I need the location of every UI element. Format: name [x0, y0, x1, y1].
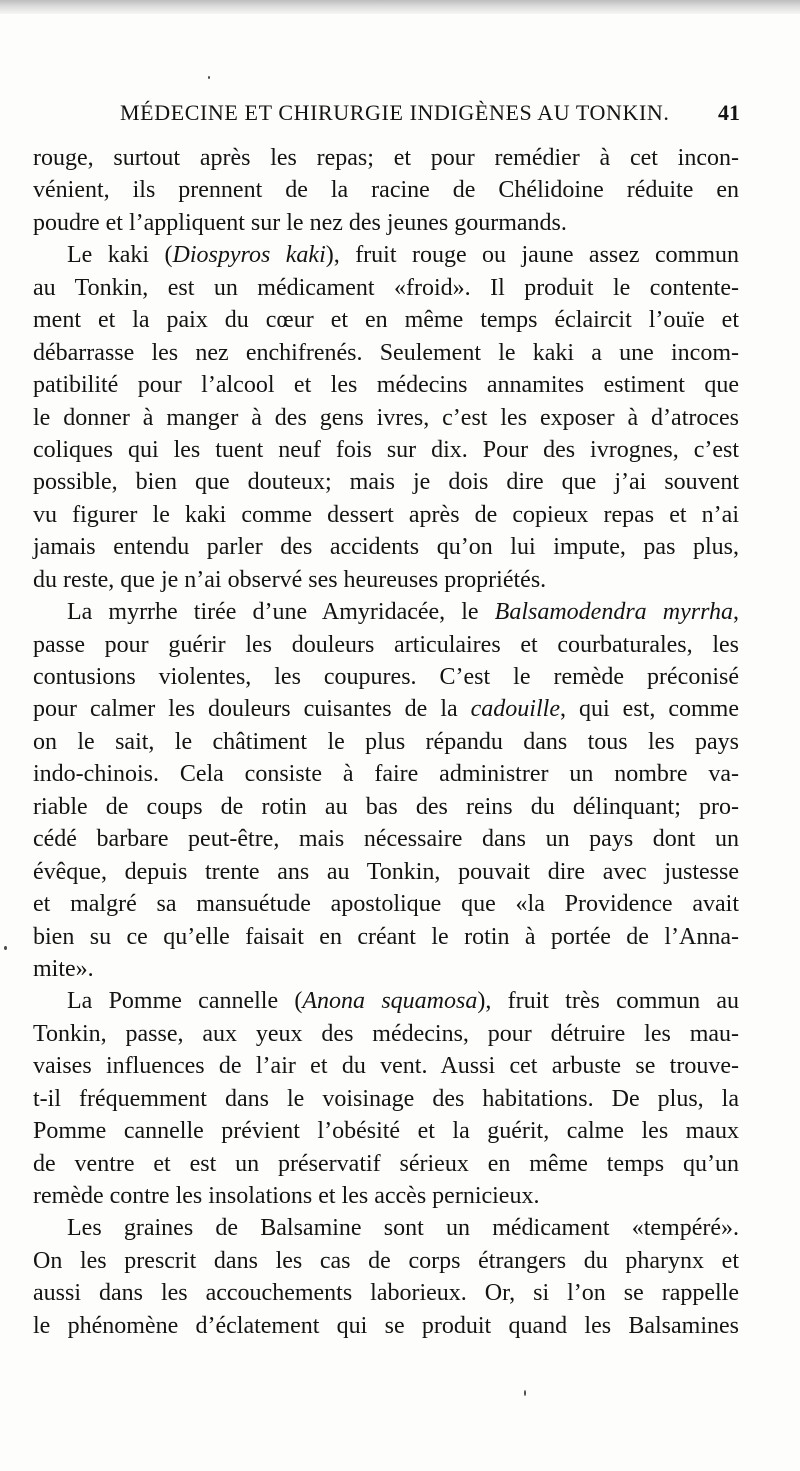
- text-segment: La myrrhe tirée d’une Amyridacée, le: [67, 599, 495, 626]
- text-line: du reste, que je n’ai observé ses heureuses propriétés.: [33, 566, 547, 593]
- text-line: Les graines de Balsamine sont un médicament «tempéré».: [67, 1215, 739, 1242]
- text-line: et malgré sa mansuétude apostolique que «la Providence avait: [33, 891, 739, 918]
- text-line: indo-chinois. Cela consiste à faire administrer un nombre va-: [33, 761, 739, 788]
- text-segment: La Pomme cannelle (: [67, 988, 303, 1015]
- text-line: [33, 239, 739, 271]
- italic-term: Anona squamosa: [302, 988, 478, 1015]
- text-line: au Tonkin, est un médicament «froid». Il produit le contente-: [33, 274, 739, 301]
- italic-term: Balsamodendra myrrha: [494, 599, 733, 626]
- text-line: rouge, surtout après les repas; et pour remédier à cet incon-: [33, 145, 739, 171]
- text-line: patibilité pour l’alcool et les médecins annamites estiment que: [33, 372, 739, 399]
- text-line: poudre et l’appliquent sur le nez des jeunes gourmands.: [33, 209, 567, 236]
- text-line: riable de coups de rotin au bas des reins du délinquant; pro-: [33, 793, 739, 820]
- text-line: cédé barbare peut-être, mais nécessaire dans un pays dont un: [33, 826, 739, 853]
- text-line: vaises influences de l’air et du vent. Aussi cet arbuste se trouve-: [33, 1053, 739, 1080]
- text-segment: Le kaki (: [67, 242, 173, 269]
- text-line: vu figurer le kaki comme dessert après de copieux repas et n’ai: [33, 501, 739, 528]
- text-line: on le sait, le châtiment le plus répandu dans tous les pays: [33, 728, 739, 755]
- text-line: ment et la paix du cœur et en même temps éclaircit l’ouïe et: [33, 307, 739, 334]
- text-line: le donner à manger à des gens ivres, c’est les exposer à d’atroces: [33, 404, 739, 431]
- text-line: remède contre les insolations et les accès pernicieux.: [33, 1183, 540, 1209]
- text-line: t-il fréquemment dans le voisinage des habitations. De plus, la: [33, 1085, 739, 1112]
- text-segment: , qui est, comme: [559, 696, 739, 723]
- text-line: aussi dans les accouchements laborieux. Or, si l’on se rappelle: [33, 1280, 739, 1307]
- text-line: le phénomène d’éclatement qui se produit quand les Balsamines: [33, 1312, 739, 1339]
- text-line: mite».: [33, 955, 94, 982]
- text-line: [33, 985, 739, 1017]
- text-line: évêque, depuis trente ans au Tonkin, pouvait dire avec justesse: [33, 858, 739, 885]
- ink-speck: [524, 1390, 526, 1396]
- text-line: coliques qui les tuent neuf fois sur dix. Pour des ivrognes, c’est: [33, 436, 739, 463]
- text-segment: ), fruit rouge ou jaune assez commun: [325, 242, 740, 269]
- text-segment: ,: [732, 599, 739, 626]
- text-line: possible, bien que douteux; mais je dois dire que j’ai souvent: [33, 469, 739, 496]
- page-number: 41: [718, 100, 740, 125]
- italic-term: cadouille: [470, 696, 560, 723]
- text-segment: ), fruit très commun au: [477, 988, 739, 1015]
- text-segment: pour calmer les douleurs cuisantes de la: [33, 696, 471, 723]
- text-line: [33, 596, 739, 628]
- text-line: Tonkin, passe, aux yeux des médecins, pour détruire les mau-: [33, 1020, 739, 1047]
- ink-speck: [4, 946, 7, 950]
- text-line: débarrasse les nez enchifrenés. Seulement le kaki a une incom-: [33, 339, 739, 366]
- text-line: vénient, ils prennent de la racine de Chélidoine réduite en: [33, 177, 739, 204]
- text-line: passe pour guérir les douleurs articulaires et courbaturales, les: [33, 631, 739, 658]
- text-line: Pomme cannelle prévient l’obésité et la guérit, calme les maux: [33, 1118, 739, 1145]
- body-text: [33, 142, 739, 1342]
- text-line: de ventre et est un préservatif sérieux en même temps qu’un: [33, 1150, 739, 1177]
- text-line: On les prescrit dans les cas de corps étrangers du pharynx et: [33, 1247, 739, 1274]
- ink-speck: [208, 76, 210, 79]
- page-top-edge-shadow: [0, 0, 800, 14]
- text-line: jamais entendu parler des accidents qu’on lui impute, pas plus,: [33, 534, 739, 561]
- page-header: [32, 100, 740, 130]
- text-line: bien su ce qu’elle faisait en créant le rotin à portée de l’Anna-: [33, 923, 739, 950]
- running-title: MÉDECINE ET CHIRURGIE INDIGÈNES AU TONKIN.: [120, 100, 670, 125]
- italic-term: Diospyros kaki: [172, 242, 326, 269]
- text-line: contusions violentes, les coupures. C’est le remède préconisé: [33, 664, 739, 690]
- text-line: [33, 693, 739, 725]
